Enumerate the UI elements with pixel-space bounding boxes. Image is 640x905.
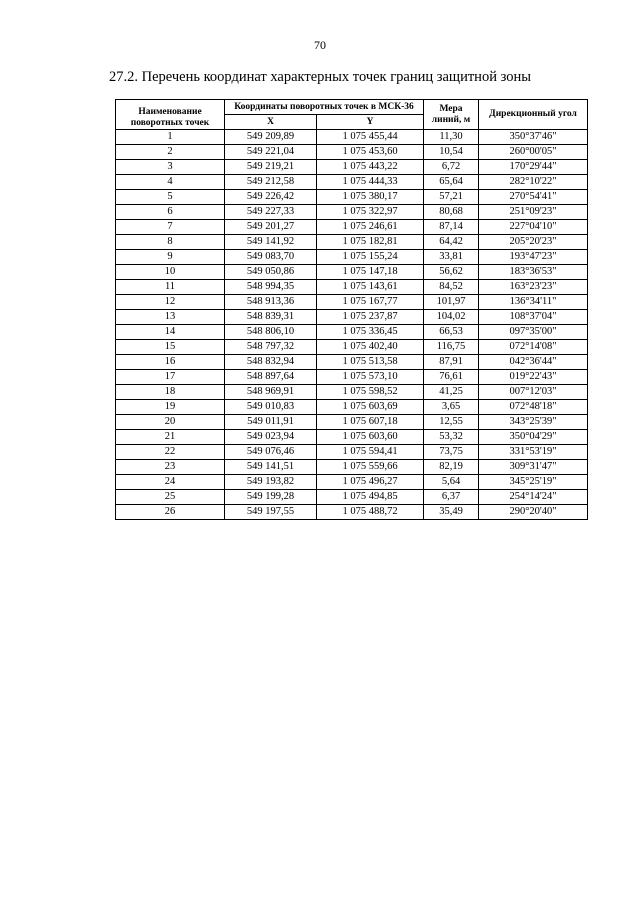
cell-point-number: 25	[116, 490, 225, 505]
cell-point-number: 6	[116, 205, 225, 220]
cell-y: 1 075 336,45	[317, 325, 424, 340]
cell-direction-angle: 007°12'03"	[479, 385, 588, 400]
cell-line-length: 116,75	[424, 340, 479, 355]
cell-y: 1 075 237,87	[317, 310, 424, 325]
cell-point-number: 20	[116, 415, 225, 430]
document-title: 27.2. Перечень координат характерных точек границ защитной зоны	[109, 69, 531, 85]
cell-x: 549 209,89	[225, 130, 317, 145]
cell-line-length: 3,65	[424, 400, 479, 415]
cell-direction-angle: 350°37'46"	[479, 130, 588, 145]
cell-x: 548 839,31	[225, 310, 317, 325]
cell-direction-angle: 270°54'41"	[479, 190, 588, 205]
cell-point-number: 15	[116, 340, 225, 355]
cell-x: 548 897,64	[225, 370, 317, 385]
cell-direction-angle: 254°14'24"	[479, 490, 588, 505]
cell-y: 1 075 513,58	[317, 355, 424, 370]
cell-y: 1 075 155,24	[317, 250, 424, 265]
cell-y: 1 075 607,18	[317, 415, 424, 430]
cell-line-length: 65,64	[424, 175, 479, 190]
cell-x: 548 994,35	[225, 280, 317, 295]
header-point-name: Наименование поворотных точек	[116, 100, 225, 130]
cell-line-length: 104,02	[424, 310, 479, 325]
cell-point-number: 12	[116, 295, 225, 310]
header-direction-angle: Дирекционный угол	[479, 100, 588, 130]
cell-point-number: 17	[116, 370, 225, 385]
coordinates-table	[115, 99, 588, 520]
cell-direction-angle: 193°47'23"	[479, 250, 588, 265]
cell-x: 549 011,91	[225, 415, 317, 430]
cell-direction-angle: 072°48'18"	[479, 400, 588, 415]
cell-line-length: 5,64	[424, 475, 479, 490]
cell-point-number: 19	[116, 400, 225, 415]
header-coordinates: Координаты поворотных точек в МСК-36	[225, 100, 424, 115]
cell-x: 548 797,32	[225, 340, 317, 355]
table-row	[116, 190, 588, 205]
cell-y: 1 075 182,81	[317, 235, 424, 250]
table-body	[116, 130, 588, 520]
cell-point-number: 3	[116, 160, 225, 175]
cell-point-number: 2	[116, 145, 225, 160]
table-row	[116, 235, 588, 250]
table-row	[116, 145, 588, 160]
table-row	[116, 400, 588, 415]
table-row	[116, 250, 588, 265]
cell-point-number: 5	[116, 190, 225, 205]
cell-line-length: 41,25	[424, 385, 479, 400]
cell-line-length: 64,42	[424, 235, 479, 250]
cell-direction-angle: 345°25'19"	[479, 475, 588, 490]
cell-point-number: 18	[116, 385, 225, 400]
cell-y: 1 075 402,40	[317, 340, 424, 355]
cell-line-length: 6,37	[424, 490, 479, 505]
cell-x: 549 141,51	[225, 460, 317, 475]
cell-y: 1 075 167,77	[317, 295, 424, 310]
cell-direction-angle: 331°53'19"	[479, 445, 588, 460]
table-row	[116, 205, 588, 220]
cell-direction-angle: 350°04'29"	[479, 430, 588, 445]
cell-line-length: 57,21	[424, 190, 479, 205]
table-row	[116, 130, 588, 145]
cell-y: 1 075 246,61	[317, 220, 424, 235]
cell-line-length: 80,68	[424, 205, 479, 220]
cell-y: 1 075 559,66	[317, 460, 424, 475]
header-y: Y	[317, 115, 424, 130]
cell-direction-angle: 251°09'23"	[479, 205, 588, 220]
cell-point-number: 10	[116, 265, 225, 280]
cell-point-number: 23	[116, 460, 225, 475]
cell-direction-angle: 072°14'08"	[479, 340, 588, 355]
cell-x: 549 197,55	[225, 505, 317, 520]
table-row	[116, 175, 588, 190]
cell-y: 1 075 444,33	[317, 175, 424, 190]
cell-line-length: 11,30	[424, 130, 479, 145]
cell-point-number: 1	[116, 130, 225, 145]
cell-line-length: 35,49	[424, 505, 479, 520]
table-row	[116, 460, 588, 475]
cell-x: 549 076,46	[225, 445, 317, 460]
cell-direction-angle: 163°23'23"	[479, 280, 588, 295]
header-line-length: Мера линий, м	[424, 100, 479, 130]
cell-direction-angle: 227°04'10"	[479, 220, 588, 235]
cell-x: 549 050,86	[225, 265, 317, 280]
cell-x: 549 212,58	[225, 175, 317, 190]
cell-direction-angle: 170°29'44"	[479, 160, 588, 175]
table-row	[116, 370, 588, 385]
cell-point-number: 9	[116, 250, 225, 265]
cell-line-length: 66,53	[424, 325, 479, 340]
table-row	[116, 490, 588, 505]
cell-x: 549 083,70	[225, 250, 317, 265]
cell-x: 549 201,27	[225, 220, 317, 235]
cell-point-number: 11	[116, 280, 225, 295]
cell-direction-angle: 290°20'40"	[479, 505, 588, 520]
cell-y: 1 075 455,44	[317, 130, 424, 145]
cell-y: 1 075 598,52	[317, 385, 424, 400]
cell-direction-angle: 108°37'04"	[479, 310, 588, 325]
table-row	[116, 415, 588, 430]
cell-line-length: 87,91	[424, 355, 479, 370]
cell-y: 1 075 603,69	[317, 400, 424, 415]
cell-direction-angle: 097°35'00"	[479, 325, 588, 340]
table-header	[116, 100, 588, 130]
cell-direction-angle: 260°00'05"	[479, 145, 588, 160]
cell-line-length: 12,55	[424, 415, 479, 430]
table-row	[116, 160, 588, 175]
header-x: X	[225, 115, 317, 130]
table-row	[116, 280, 588, 295]
cell-line-length: 84,52	[424, 280, 479, 295]
cell-point-number: 24	[116, 475, 225, 490]
cell-y: 1 075 594,41	[317, 445, 424, 460]
cell-y: 1 075 494,85	[317, 490, 424, 505]
cell-y: 1 075 496,27	[317, 475, 424, 490]
table-row	[116, 505, 588, 520]
cell-direction-angle: 019°22'43"	[479, 370, 588, 385]
page-number: 70	[314, 38, 326, 52]
cell-point-number: 4	[116, 175, 225, 190]
table-row	[116, 355, 588, 370]
cell-point-number: 8	[116, 235, 225, 250]
cell-y: 1 075 143,61	[317, 280, 424, 295]
cell-direction-angle: 309°31'47"	[479, 460, 588, 475]
cell-direction-angle: 343°25'39"	[479, 415, 588, 430]
cell-x: 549 010,83	[225, 400, 317, 415]
cell-x: 549 226,42	[225, 190, 317, 205]
table-row	[116, 220, 588, 235]
table-row	[116, 445, 588, 460]
cell-y: 1 075 380,17	[317, 190, 424, 205]
cell-direction-angle: 183°36'53"	[479, 265, 588, 280]
cell-point-number: 26	[116, 505, 225, 520]
cell-line-length: 76,61	[424, 370, 479, 385]
cell-x: 549 199,28	[225, 490, 317, 505]
cell-y: 1 075 573,10	[317, 370, 424, 385]
cell-line-length: 10,54	[424, 145, 479, 160]
table-row	[116, 325, 588, 340]
cell-direction-angle: 205°20'23"	[479, 235, 588, 250]
cell-x: 549 193,82	[225, 475, 317, 490]
cell-point-number: 13	[116, 310, 225, 325]
cell-x: 549 141,92	[225, 235, 317, 250]
cell-x: 549 219,21	[225, 160, 317, 175]
cell-x: 549 023,94	[225, 430, 317, 445]
cell-point-number: 21	[116, 430, 225, 445]
table-row	[116, 265, 588, 280]
cell-y: 1 075 147,18	[317, 265, 424, 280]
cell-y: 1 075 603,60	[317, 430, 424, 445]
cell-line-length: 56,62	[424, 265, 479, 280]
cell-x: 548 969,91	[225, 385, 317, 400]
cell-y: 1 075 322,97	[317, 205, 424, 220]
cell-direction-angle: 282°10'22"	[479, 175, 588, 190]
cell-x: 548 806,10	[225, 325, 317, 340]
cell-line-length: 87,14	[424, 220, 479, 235]
table-row	[116, 430, 588, 445]
cell-line-length: 33,81	[424, 250, 479, 265]
table-row	[116, 295, 588, 310]
cell-point-number: 22	[116, 445, 225, 460]
cell-y: 1 075 453,60	[317, 145, 424, 160]
cell-x: 548 832,94	[225, 355, 317, 370]
cell-line-length: 101,97	[424, 295, 479, 310]
table-row	[116, 475, 588, 490]
table-row	[116, 385, 588, 400]
cell-line-length: 6,72	[424, 160, 479, 175]
cell-x: 549 227,33	[225, 205, 317, 220]
cell-direction-angle: 136°34'11"	[479, 295, 588, 310]
cell-point-number: 7	[116, 220, 225, 235]
cell-direction-angle: 042°36'44"	[479, 355, 588, 370]
cell-point-number: 14	[116, 325, 225, 340]
table-row	[116, 310, 588, 325]
cell-line-length: 73,75	[424, 445, 479, 460]
cell-y: 1 075 488,72	[317, 505, 424, 520]
cell-x: 549 221,04	[225, 145, 317, 160]
cell-y: 1 075 443,22	[317, 160, 424, 175]
table-row	[116, 340, 588, 355]
cell-point-number: 16	[116, 355, 225, 370]
cell-line-length: 82,19	[424, 460, 479, 475]
cell-line-length: 53,32	[424, 430, 479, 445]
cell-x: 548 913,36	[225, 295, 317, 310]
